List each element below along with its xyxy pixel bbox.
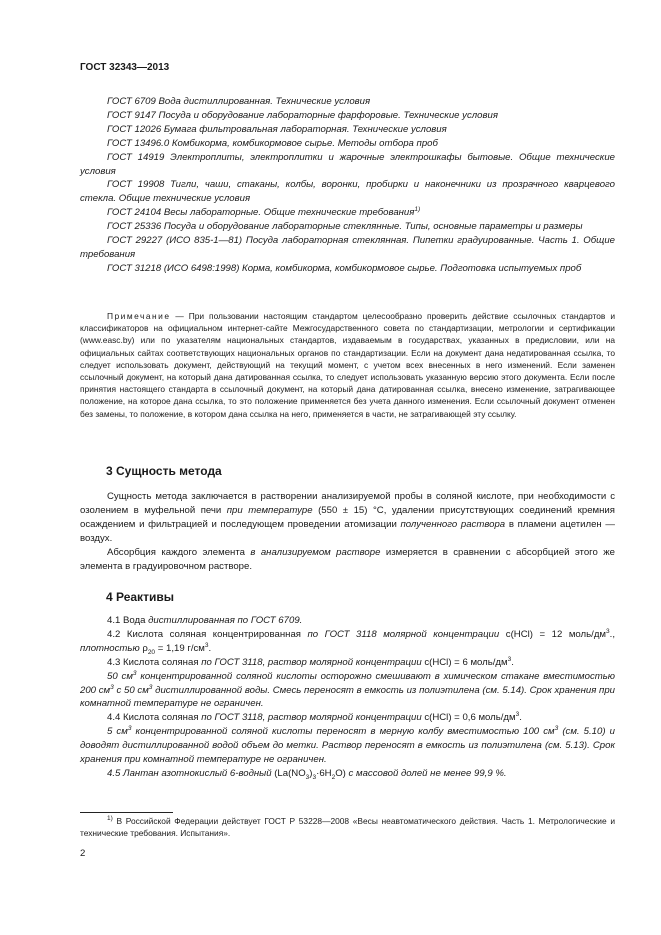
text-run: ) <box>309 767 313 779</box>
reference-item: ГОСТ 25336 Посуда и оборудование лабораторные стеклянные. Типы, основные параметры и размеры <box>107 221 583 233</box>
section-3-heading: 3 Сущность метода <box>106 464 222 478</box>
item-4-4 <box>80 711 615 725</box>
item-4-2: 4.2 Кислота соляная концентрированная по ГОСТ 3118 молярной концентрации с(HCl) = 12 моль/$дм^3$., плотностью $\rho_{20} = 1,19$ $г/см^3$. <box>80 627 615 656</box>
text-run: с массовой долей не менее 99,9 %. <box>345 767 507 779</box>
text-run: измеряется в сравнении с абсорбцией этого же элемента в градуировочном растворе. <box>80 546 615 572</box>
section-3-paragraph <box>80 490 615 546</box>
text-run: ρ <box>139 642 148 654</box>
item-4-3 <box>80 656 615 670</box>
text-run: при температуре <box>226 504 313 516</box>
italic-run <box>80 671 615 710</box>
footnote-mark: 1) <box>107 815 113 823</box>
text-run: в анализируемом растворе <box>250 546 381 558</box>
text-run: . <box>208 642 212 654</box>
subscript: 2 <box>331 773 336 781</box>
text-run: по ГОСТ 3118, раствор молярной концентрации <box>201 712 422 724</box>
text-run: = 1,19 г/см <box>155 642 205 654</box>
text-run: по ГОСТ 3118, раствор молярной концентрации <box>201 656 422 668</box>
reference-item: ГОСТ 31218 (ИСО 6498:1998) Корма, комбикорма, комбикормовое сырье. Подготовка испытуемых проб <box>107 262 582 274</box>
text-run: полученного раствора <box>400 518 506 530</box>
normative-references-list <box>80 95 615 276</box>
text-run: 5 см <box>107 726 128 738</box>
item-4-3-text <box>80 670 615 712</box>
text-run: концентрированной соляной кислоты переносят в мерную колбу вместимостью 100 см <box>131 726 555 738</box>
reference-item: ГОСТ 14919 Электроплиты, электроплитки и жарочные электрошкафы бытовые. Общие технические условия <box>80 151 615 177</box>
page-number: 2 <box>80 848 86 859</box>
footnote <box>80 815 615 839</box>
text-run: дистиллированной воды. Смесь переносят в емкость из полиэтилена (см. 5.14). Срок хранения при комнатной температуре не ограничен. <box>80 684 616 710</box>
text-run: . <box>609 628 613 640</box>
text-run: 4.4 Кислота соляная <box>107 712 202 724</box>
text-run: Сущность метода заключается в растворении анализируемой пробы в соляной кислоте, при необходимости с озолением в муфельной печи <box>80 491 615 516</box>
text-run: дистиллированная по ГОСТ 6709. <box>148 615 303 626</box>
italic-run <box>80 726 615 765</box>
reference-item: ГОСТ 12026 Бумага фильтровальная лабораторная. Технические условия <box>107 123 447 135</box>
note-text: — При пользовании настоящим стандартом целесообразно проверить действие ссылочных стандартов и классификаторов на официальном интернет-сайте Межгосударственного совета по стандартизации, метрологии и сертификации (www.easc.by) или по указателям национальных стандартов, издаваемым в государствах, указанных в предисловии, или на официальных сайтах соответствующих национальных органов по стандартизации. Если на документ дана недатированная ссылка, то следует использовать документ, действующий на текущий момент, с учетом всех внесенных в него изменений. Если заменен ссылочный документ, на который дана датированная ссылка, то следует использовать указанную версию этого документа. Если после принятия настоящего стандарта в ссылочный документ, на который дана датированная ссылка, внесено изменение, затрагивающее положение, на которое дана ссылка, то это положение применяется без учета данного изменения. Если ссылочный документ отменен без замены, то положение, в котором дана ссылка на него, применяется в части, не затрагивающей эту ссылку. <box>80 311 615 419</box>
section-3-paragraph <box>80 546 615 574</box>
note-block <box>80 310 615 420</box>
superscript: 3 <box>554 725 559 733</box>
text-run: 4.2 Кислота соляная концентрированная <box>107 628 308 640</box>
text-run: с(HCl) = 0,6 моль/дм <box>421 712 516 724</box>
superscript: 3 <box>110 683 114 691</box>
reference-item: ГОСТ 13496.0 Комбикорма, комбикормовое сырье. Методы отбора проб <box>107 137 438 149</box>
reference-item: ГОСТ 9147 Посуда и оборудование лабораторные фарфоровые. Технические условия <box>107 109 498 121</box>
text-run: (La(NO <box>274 767 306 779</box>
text-run: . <box>511 656 514 668</box>
item-4-1 <box>80 614 615 628</box>
text-run: 50 см <box>107 670 133 682</box>
text-run: Абсорбция каждого элемента <box>107 546 251 558</box>
text-run: с(HCl) = 6 моль/дм <box>421 656 508 668</box>
section-4-heading: 4 Реактивы <box>106 590 174 604</box>
text-run: в пламени ацетилен — воздух. <box>80 518 615 544</box>
reference-item <box>80 206 615 220</box>
text-run: 4.3 Кислота соляная <box>107 656 202 668</box>
subscript: 3 <box>312 773 317 781</box>
section-3-body <box>80 490 615 573</box>
note-label: Примечание <box>107 311 171 321</box>
text-run: (550 ± 15) °С, удалении присутствующих соединений кремния осаждением и фильтрацией и последующем проведении атомизации <box>80 504 615 530</box>
footnote-ref-mark: 1) <box>414 206 421 214</box>
text-run: 4.5 Лантан азотнокислый 6-водный <box>107 767 275 779</box>
text-run: по ГОСТ 3118 молярной концентрации <box>307 628 500 640</box>
subscript: 20 <box>147 648 156 656</box>
reference-item: ГОСТ 6709 Вода дистиллированная. Технические условия <box>107 96 371 107</box>
text-run: плотностью <box>80 642 140 654</box>
superscript: 3 <box>204 641 209 649</box>
text-run: с 50 см <box>113 684 149 696</box>
item-4-4-text <box>80 725 615 767</box>
text-run: концентрированной соляной кислоты осторожно смешивают в химическом стакане вместимостью 200 см <box>80 670 615 696</box>
section-4-body <box>80 614 615 781</box>
item-4-5 <box>80 767 615 781</box>
footnote-separator <box>80 812 173 813</box>
superscript: 3 <box>127 725 132 733</box>
subscript: 3 <box>305 773 310 781</box>
reference-text: ГОСТ 24104 Весы лабораторные. Общие технические требования <box>107 207 415 219</box>
superscript: 3 <box>148 683 153 691</box>
text-run: (см. 5.10) и доводят дистиллированной водой объем до метки. Раствор переносят в емкость из полиэтилена (см. 5.13). Срок хранения при комнатной температуре не ограничен. <box>80 726 615 766</box>
note-paragraph <box>80 310 615 420</box>
text-run: ·6H <box>316 767 332 779</box>
document-header: ГОСТ 32343—2013 <box>80 62 170 73</box>
italic-run <box>107 768 274 779</box>
footnote-text: В Российской Федерации действует ГОСТ Р 53228—2008 «Весы неавтоматического действия. Часть 1. Метрологические и технические требования. Испытания». <box>80 816 615 839</box>
superscript: 3 <box>132 669 137 677</box>
superscript: 3 <box>515 711 520 719</box>
text-run: с(HCl) = 12 моль/дм <box>499 628 607 640</box>
text-run: O) <box>335 767 346 779</box>
superscript: 3 <box>507 655 512 663</box>
superscript: 3 <box>606 627 610 635</box>
text-run: 4.1 Вода <box>107 615 149 626</box>
reference-item: ГОСТ 19908 Тигли, чаши, стаканы, колбы, воронки, пробирки и наконечники из прозрачного кварцевого стекла. Общие технические условия <box>80 179 615 205</box>
reference-item: ГОСТ 29227 (ИСО 835-1—81) Посуда лабораторная стеклянная. Пипетки градуированные. Часть 1. Общие требования <box>80 235 615 260</box>
text-run: . <box>519 712 522 724</box>
footnote-paragraph <box>80 815 615 839</box>
